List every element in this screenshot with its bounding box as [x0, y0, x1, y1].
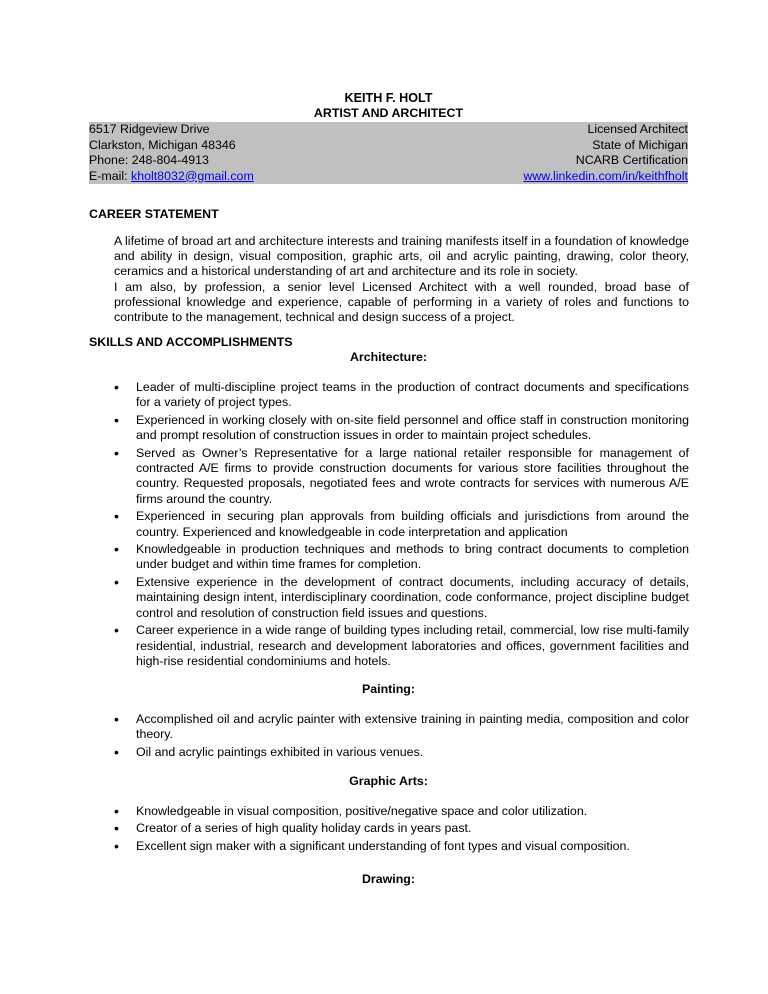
- list-item: [114, 745, 689, 760]
- list-item-text: Extensive experience in the development of contract documents, including accuracy of details, maintaining design intent, interdisciplinary coordination, code conformance, project discipline budget control and resolution of construction field issues and questions.: [136, 574, 689, 620]
- list-item-text: Excellent sign maker with a significant understanding of font types and visual composition.: [136, 838, 630, 853]
- contact-row: [89, 138, 688, 154]
- list-item: [114, 380, 689, 411]
- bullet-icon: •: [114, 541, 119, 558]
- list-item-text: Experienced in working closely with on-site field personnel and office staff in construction monitoring and prompt resolution of construction issues in order to maintain project schedules.: [136, 412, 689, 443]
- list-item: [114, 623, 689, 669]
- list-item-text: Leader of multi-discipline project teams in the production of contract documents and specifications for a variety of project types.: [136, 380, 689, 410]
- bullet-icon: •: [114, 820, 119, 837]
- contact-row: [89, 153, 688, 169]
- career-statement-heading: CAREER STATEMENT: [89, 207, 219, 221]
- list-item: [114, 821, 689, 836]
- email-line: [89, 169, 254, 185]
- painting-subheading: Painting:: [362, 682, 415, 696]
- list-item-text: Oil and acrylic paintings exhibited in various venues.: [136, 744, 424, 759]
- resume-header: [89, 90, 688, 184]
- linkedin-link[interactable]: www.linkedin.com/in/keithfholt: [523, 168, 688, 183]
- list-item: [114, 509, 689, 540]
- bullet-icon: •: [114, 444, 119, 461]
- bullet-icon: •: [114, 622, 119, 639]
- list-item: [114, 575, 689, 621]
- list-item: [114, 413, 689, 444]
- address-line1: 6517 Ridgeview Drive: [89, 122, 210, 136]
- state-text: State of Michigan: [592, 137, 688, 152]
- list-item-text: Served as Owner’s Representative for a large national retailer responsible for management of contracted A/E firms to provide construction documents for various store facilities throughout the country. Requested proposals, negotiated fees and wrote contracts for services with numerous A/E firms around the country.: [136, 445, 689, 506]
- list-item-text: Accomplished oil and acrylic painter with extensive training in painting media, composition and color theory.: [136, 712, 689, 742]
- list-item: [114, 804, 689, 819]
- list-item-text: Career experience in a wide range of building types including retail, commercial, low rise multi-family residential, industrial, research and development laboratories and offices, government facilities and high-rise residential condominiums and hotels.: [136, 623, 689, 668]
- certification-text: NCARB Certification: [575, 153, 688, 167]
- email-label: E-mail:: [89, 168, 131, 183]
- contact-block: [89, 122, 688, 184]
- architecture-list: [114, 380, 689, 671]
- email-link[interactable]: kholt8032@gmail.com: [131, 168, 254, 183]
- bullet-icon: •: [114, 711, 119, 727]
- bullet-icon: •: [114, 379, 119, 395]
- bullet-icon: •: [114, 837, 119, 854]
- phone-text: Phone: 248-804-4913: [89, 153, 209, 167]
- drawing-subheading: Drawing:: [361, 872, 415, 886]
- list-item: [114, 712, 689, 743]
- list-item-text: Knowledgeable in production techniques and methods to bring contract documents to completion under budget and within time frames for completion.: [136, 542, 689, 572]
- painting-list: [114, 712, 689, 762]
- career-paragraph-2: I am also, by profession, a senior level Licensed Architect with a well rounded, broad base of professional knowledge and experience, capable of performing in a variety of roles and functions to contribute to the management, technical and design success of a project.: [114, 280, 689, 325]
- list-item-text: Knowledgeable in visual composition, positive/negative space and color utilization.: [136, 804, 588, 818]
- list-item-text: Experienced in securing plan approvals from building officials and jurisdictions from around the country. Experienced and knowledgeable in code interpretation and application: [136, 509, 689, 539]
- bullet-icon: •: [114, 411, 119, 428]
- contact-row: [89, 122, 688, 138]
- career-paragraph-1: A lifetime of broad art and architecture interests and training manifests itself in a foundation of knowledge and ability in design, visual composition, graphic arts, oil and acrylic painting, drawing, color theory, ceramics and a historical understanding of art and architecture and its role in society.: [114, 234, 689, 279]
- list-item: [114, 446, 689, 508]
- list-item: [114, 542, 689, 573]
- skills-heading: SKILLS AND ACCOMPLISHMENTS: [89, 335, 293, 349]
- title-heading: ARTIST AND ARCHITECT: [313, 106, 464, 120]
- bullet-icon: •: [114, 573, 119, 590]
- bullet-icon: •: [114, 803, 119, 819]
- graphic-arts-subheading: Graphic Arts:: [349, 774, 428, 788]
- architecture-subheading: Architecture:: [349, 350, 428, 364]
- name-heading: KEITH F. HOLT: [344, 91, 433, 105]
- bullet-icon: •: [114, 743, 119, 760]
- license-text: Licensed Architect: [587, 122, 688, 136]
- address-line2: Clarkston, Michigan 48346: [89, 137, 236, 152]
- graphic-arts-list: [114, 804, 689, 856]
- bullet-icon: •: [114, 508, 119, 525]
- contact-row: [89, 169, 688, 185]
- list-item: [114, 839, 689, 854]
- list-item-text: Creator of a series of high quality holiday cards in years past.: [136, 821, 472, 836]
